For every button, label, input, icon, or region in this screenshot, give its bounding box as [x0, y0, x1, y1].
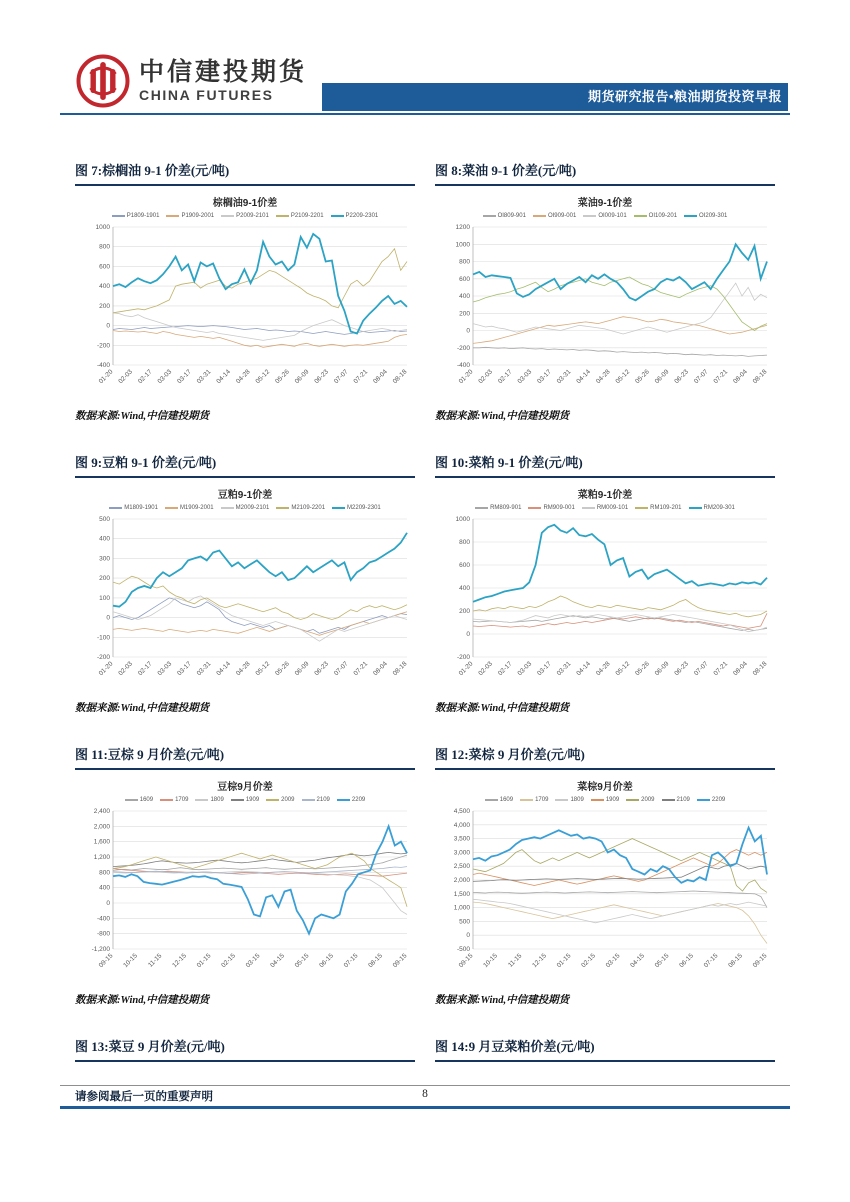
svg-text:4,000: 4,000 — [453, 821, 470, 829]
svg-text:3,000: 3,000 — [453, 849, 470, 857]
svg-text:-200: -200 — [96, 654, 110, 661]
svg-text:06-23: 06-23 — [313, 368, 331, 386]
svg-text:02-17: 02-17 — [496, 368, 514, 386]
svg-text:03-31: 03-31 — [555, 660, 573, 678]
svg-text:1200: 1200 — [455, 224, 470, 231]
svg-text:600: 600 — [459, 275, 470, 283]
figure-8-heading: 图 8:菜油 9-1 价差(元/吨) — [435, 160, 775, 186]
svg-text:04-28: 04-28 — [234, 660, 252, 678]
svg-text:01-15: 01-15 — [555, 952, 573, 970]
svg-text:400: 400 — [459, 585, 470, 592]
svg-text:01-15: 01-15 — [195, 952, 213, 970]
svg-text:05-26: 05-26 — [274, 660, 291, 678]
legend-item: 2109 — [662, 797, 690, 803]
logo-english-name: CHINA FUTURES — [139, 86, 274, 103]
svg-text:10-15: 10-15 — [122, 952, 139, 970]
legend-item: 2209 — [697, 797, 725, 803]
legend-item: 1909 — [591, 797, 619, 803]
svg-text:200: 200 — [99, 575, 110, 583]
svg-text:-400: -400 — [456, 362, 470, 369]
svg-text:05-26: 05-26 — [634, 368, 651, 386]
svg-text:1,200: 1,200 — [93, 854, 110, 861]
svg-text:0: 0 — [106, 614, 110, 622]
data-source-note: 数据来源:Wind,中信建投期货 — [75, 703, 210, 714]
svg-text:06-15: 06-15 — [678, 952, 695, 970]
legend-item: 2009 — [626, 797, 654, 803]
svg-text:2,400: 2,400 — [93, 808, 110, 815]
svg-text:0: 0 — [466, 631, 470, 638]
svg-text:1,600: 1,600 — [93, 838, 110, 846]
svg-text:03-17: 03-17 — [176, 660, 193, 678]
svg-text:06-15: 06-15 — [318, 952, 335, 970]
footer-top-divider — [60, 1085, 790, 1086]
svg-text:05-26: 05-26 — [634, 660, 651, 678]
chart-title: 菜粕9-1价差 — [577, 490, 633, 501]
chart-legend — [435, 505, 775, 511]
svg-text:800: 800 — [99, 869, 110, 877]
figure-row-2 — [60, 452, 790, 715]
svg-text:06-09: 06-09 — [293, 368, 311, 386]
svg-text:04-14: 04-14 — [575, 368, 593, 386]
figure-8 — [435, 160, 775, 423]
figure-11-heading: 图 11:豆棕 9 月价差(元/吨) — [75, 744, 415, 770]
legend-item: 1609 — [125, 797, 153, 803]
legend-item: RM009-101 — [582, 505, 628, 511]
chart-legend — [75, 505, 415, 511]
chart-plot — [77, 805, 413, 983]
svg-text:07-15: 07-15 — [702, 952, 720, 970]
svg-text:-200: -200 — [456, 344, 470, 352]
svg-text:-400: -400 — [96, 915, 110, 923]
svg-text:07-15: 07-15 — [342, 952, 360, 970]
svg-text:09-15: 09-15 — [97, 952, 115, 970]
svg-text:07-07: 07-07 — [332, 660, 350, 678]
svg-text:2,500: 2,500 — [453, 863, 470, 871]
svg-text:-500: -500 — [456, 946, 470, 953]
svg-text:06-09: 06-09 — [653, 368, 671, 386]
legend-item: 1709 — [520, 797, 548, 803]
figure-10 — [435, 452, 775, 715]
svg-text:08-04: 08-04 — [732, 660, 749, 678]
svg-text:04-14: 04-14 — [215, 660, 233, 678]
svg-text:03-17: 03-17 — [536, 660, 553, 678]
figure-7 — [75, 160, 415, 423]
legend-item: 1809 — [195, 797, 223, 803]
legend-item: 1809 — [555, 797, 583, 803]
svg-text:02-17: 02-17 — [496, 660, 514, 678]
svg-text:02-03: 02-03 — [477, 368, 495, 386]
legend-item: P2209-2301 — [331, 213, 379, 219]
svg-text:800: 800 — [459, 258, 470, 266]
svg-text:06-09: 06-09 — [293, 660, 311, 678]
svg-text:400: 400 — [459, 293, 470, 300]
legend-item: 1709 — [160, 797, 188, 803]
svg-text:03-31: 03-31 — [195, 368, 213, 386]
svg-text:4,500: 4,500 — [453, 808, 470, 815]
legend-item: M1809-1901 — [109, 505, 158, 511]
chart-title: 豆棕9月价差 — [217, 782, 273, 793]
svg-text:0: 0 — [466, 932, 470, 940]
svg-text:07-21: 07-21 — [712, 368, 730, 386]
legend-item: P1909-2001 — [166, 213, 214, 219]
chart-palm-oil-9-1-spread — [75, 194, 415, 399]
data-source-note: 数据来源:Wind,中信建投期货 — [435, 411, 570, 422]
figure-14 — [435, 1036, 775, 1062]
legend-item: OI109-201 — [634, 213, 677, 219]
svg-text:03-17: 03-17 — [176, 368, 193, 386]
legend-item: P2009-2101 — [221, 213, 269, 219]
figure-11 — [75, 744, 415, 1007]
svg-text:400: 400 — [99, 535, 110, 543]
svg-text:08-18: 08-18 — [391, 368, 409, 386]
svg-text:06-23: 06-23 — [673, 368, 691, 386]
chart-plot — [77, 513, 413, 691]
svg-text:-200: -200 — [456, 654, 470, 661]
chart-legend — [435, 797, 775, 803]
svg-text:03-03: 03-03 — [156, 368, 174, 386]
chart-title: 菜油9-1价差 — [577, 198, 633, 209]
svg-text:03-03: 03-03 — [516, 368, 534, 386]
chart-title: 棕榈油9-1价差 — [212, 198, 278, 209]
svg-text:08-15: 08-15 — [367, 952, 384, 970]
data-source-note: 数据来源:Wind,中信建投期货 — [435, 995, 570, 1006]
svg-text:07-21: 07-21 — [352, 368, 370, 386]
svg-text:08-18: 08-18 — [751, 660, 769, 678]
figure-13 — [75, 1036, 415, 1062]
svg-text:500: 500 — [99, 516, 110, 523]
svg-text:08-04: 08-04 — [372, 660, 389, 678]
svg-text:2,000: 2,000 — [93, 823, 110, 831]
svg-text:3,500: 3,500 — [453, 835, 470, 843]
data-source-note: 数据来源:Wind,中信建投期货 — [75, 995, 210, 1006]
svg-text:01-20: 01-20 — [457, 660, 475, 678]
svg-text:03-03: 03-03 — [156, 660, 174, 678]
legend-item: M2209-2301 — [332, 505, 381, 511]
data-source-note: 数据来源:Wind,中信建投期货 — [75, 411, 210, 422]
svg-text:03-31: 03-31 — [195, 660, 213, 678]
svg-text:10-15: 10-15 — [482, 952, 499, 970]
svg-text:11-15: 11-15 — [507, 952, 524, 969]
chart-plot — [437, 805, 773, 983]
svg-text:01-20: 01-20 — [97, 660, 115, 678]
company-logo — [76, 54, 307, 108]
svg-text:08-15: 08-15 — [727, 952, 744, 970]
svg-text:300: 300 — [99, 555, 110, 563]
legend-item: M1909-2001 — [165, 505, 214, 511]
chart-soybean-meal-9-1-spread — [75, 486, 415, 691]
legend-item: 2209 — [337, 797, 365, 803]
page-number: 8 — [422, 1088, 428, 1100]
svg-text:11-15: 11-15 — [147, 952, 164, 969]
svg-text:09-15: 09-15 — [391, 952, 409, 970]
svg-text:-400: -400 — [96, 362, 110, 369]
figure-9 — [75, 452, 415, 715]
svg-text:09-15: 09-15 — [457, 952, 475, 970]
svg-text:100: 100 — [99, 594, 110, 602]
footer-disclaimer: 请参阅最后一页的重要声明 — [75, 1091, 213, 1103]
chart-plot — [77, 221, 413, 399]
figure-7-heading: 图 7:棕榈油 9-1 价差(元/吨) — [75, 160, 415, 186]
svg-text:12-15: 12-15 — [531, 952, 548, 970]
logo-chinese-name: 中信建投期货 — [139, 58, 308, 87]
legend-item: 1609 — [485, 797, 513, 803]
svg-text:800: 800 — [99, 243, 110, 251]
svg-text:02-03: 02-03 — [117, 368, 135, 386]
legend-item: RM809-901 — [475, 505, 521, 511]
svg-text:-800: -800 — [96, 930, 110, 938]
chart-legend — [435, 213, 775, 219]
svg-text:1,500: 1,500 — [453, 890, 470, 898]
svg-text:02-15: 02-15 — [580, 952, 597, 970]
chart-title: 菜棕9月价差 — [577, 782, 633, 793]
citic-emblem-icon — [76, 54, 130, 108]
footer-bottom-divider — [60, 1106, 790, 1109]
svg-text:1,000: 1,000 — [453, 904, 470, 912]
svg-text:05-15: 05-15 — [293, 952, 311, 970]
svg-text:04-14: 04-14 — [215, 368, 233, 386]
svg-text:02-17: 02-17 — [136, 660, 154, 678]
svg-text:400: 400 — [99, 283, 110, 291]
legend-item: OI909-001 — [533, 213, 576, 219]
legend-item: RM109-201 — [635, 505, 681, 511]
chart-plot — [437, 513, 773, 691]
svg-text:0: 0 — [106, 322, 110, 330]
figure-13-heading: 图 13:菜豆 9 月价差(元/吨) — [75, 1036, 415, 1062]
chart-legend — [75, 797, 415, 803]
svg-text:03-17: 03-17 — [536, 368, 553, 386]
svg-text:07-07: 07-07 — [692, 660, 710, 678]
figure-row-4 — [60, 1036, 790, 1062]
legend-item: P1809-1901 — [112, 213, 160, 219]
svg-text:03-03: 03-03 — [516, 660, 534, 678]
svg-text:02-03: 02-03 — [117, 660, 135, 678]
svg-text:04-28: 04-28 — [594, 660, 612, 678]
legend-item: RM909-001 — [528, 505, 574, 511]
svg-text:1000: 1000 — [455, 241, 470, 249]
legend-item: 1909 — [231, 797, 259, 803]
svg-text:05-12: 05-12 — [614, 660, 632, 678]
footer — [60, 1087, 790, 1106]
svg-text:0: 0 — [106, 900, 110, 907]
legend-item: M2009-2101 — [221, 505, 270, 511]
svg-text:-100: -100 — [96, 634, 110, 642]
figure-14-heading: 图 14:9 月豆菜粕价差(元/吨) — [435, 1036, 775, 1062]
svg-text:08-04: 08-04 — [732, 368, 749, 386]
svg-text:04-28: 04-28 — [594, 368, 612, 386]
svg-text:05-12: 05-12 — [614, 368, 632, 386]
svg-text:06-09: 06-09 — [653, 660, 671, 678]
svg-text:03-31: 03-31 — [555, 368, 573, 386]
legend-item: 2109 — [302, 797, 330, 803]
legend-item: P2109-2201 — [276, 213, 324, 219]
svg-text:07-21: 07-21 — [712, 660, 730, 678]
svg-text:0: 0 — [466, 327, 470, 335]
svg-text:04-15: 04-15 — [629, 952, 646, 970]
svg-text:05-12: 05-12 — [254, 368, 272, 386]
svg-text:04-15: 04-15 — [269, 952, 286, 970]
svg-text:200: 200 — [459, 310, 470, 318]
figure-12-heading: 图 12:菜棕 9 月价差(元/吨) — [435, 744, 775, 770]
svg-text:800: 800 — [459, 539, 470, 546]
svg-text:07-07: 07-07 — [332, 368, 350, 386]
legend-item: OI209-301 — [684, 213, 727, 219]
svg-text:06-23: 06-23 — [673, 660, 691, 678]
svg-text:-200: -200 — [96, 342, 110, 350]
figures-area — [60, 160, 790, 1091]
svg-text:08-18: 08-18 — [391, 660, 409, 678]
figure-row-1 — [60, 160, 790, 423]
svg-text:1000: 1000 — [455, 516, 470, 523]
data-source-note: 数据来源:Wind,中信建投期货 — [435, 703, 570, 714]
svg-text:600: 600 — [459, 562, 470, 569]
legend-item: M2109-2201 — [276, 505, 325, 511]
svg-text:05-26: 05-26 — [274, 368, 291, 386]
svg-text:08-18: 08-18 — [751, 368, 769, 386]
svg-text:600: 600 — [99, 263, 110, 271]
svg-text:-1,200: -1,200 — [91, 946, 110, 953]
svg-text:03-15: 03-15 — [604, 952, 622, 970]
svg-text:08-04: 08-04 — [372, 368, 389, 386]
svg-text:09-15: 09-15 — [751, 952, 769, 970]
svg-text:500: 500 — [459, 918, 470, 926]
figure-12 — [435, 744, 775, 1007]
chart-plot — [437, 221, 773, 399]
svg-text:03-15: 03-15 — [244, 952, 262, 970]
svg-text:07-07: 07-07 — [692, 368, 710, 386]
figure-9-heading: 图 9:豆粕 9-1 价差(元/吨) — [75, 452, 415, 478]
svg-text:1000: 1000 — [95, 224, 110, 231]
svg-text:02-15: 02-15 — [220, 952, 237, 970]
chart-legend — [75, 213, 415, 219]
svg-text:400: 400 — [99, 884, 110, 892]
svg-text:200: 200 — [99, 302, 110, 310]
logo-text — [139, 59, 307, 103]
figure-10-heading: 图 10:菜粕 9-1 价差(元/吨) — [435, 452, 775, 478]
legend-item: OI009-101 — [583, 213, 626, 219]
chart-rapeseed-oil-9-1-spread — [435, 194, 775, 399]
svg-text:06-23: 06-23 — [313, 660, 331, 678]
chart-soy-palm-sep-spread — [75, 778, 415, 983]
legend-item: 2009 — [266, 797, 294, 803]
svg-text:2,000: 2,000 — [453, 877, 470, 884]
svg-text:02-17: 02-17 — [136, 368, 154, 386]
svg-text:05-12: 05-12 — [254, 660, 272, 678]
header-divider — [60, 113, 790, 115]
legend-item: OI809-901 — [483, 213, 526, 219]
chart-title: 豆粕9-1价差 — [217, 490, 273, 501]
svg-text:12-15: 12-15 — [171, 952, 188, 970]
figure-row-3 — [60, 744, 790, 1007]
svg-text:02-03: 02-03 — [477, 660, 495, 678]
legend-item: RM209-301 — [689, 505, 735, 511]
svg-text:200: 200 — [459, 608, 470, 615]
svg-text:01-20: 01-20 — [457, 368, 475, 386]
chart-rapeseed-palm-sep-spread — [435, 778, 775, 983]
svg-text:01-20: 01-20 — [97, 368, 115, 386]
svg-text:04-14: 04-14 — [575, 660, 593, 678]
chart-rapeseed-meal-9-1-spread — [435, 486, 775, 691]
svg-text:04-28: 04-28 — [234, 368, 252, 386]
svg-text:07-21: 07-21 — [352, 660, 370, 678]
report-banner: 期货研究报告•粮油期货投资早报 — [322, 83, 788, 111]
svg-text:05-15: 05-15 — [653, 952, 671, 970]
